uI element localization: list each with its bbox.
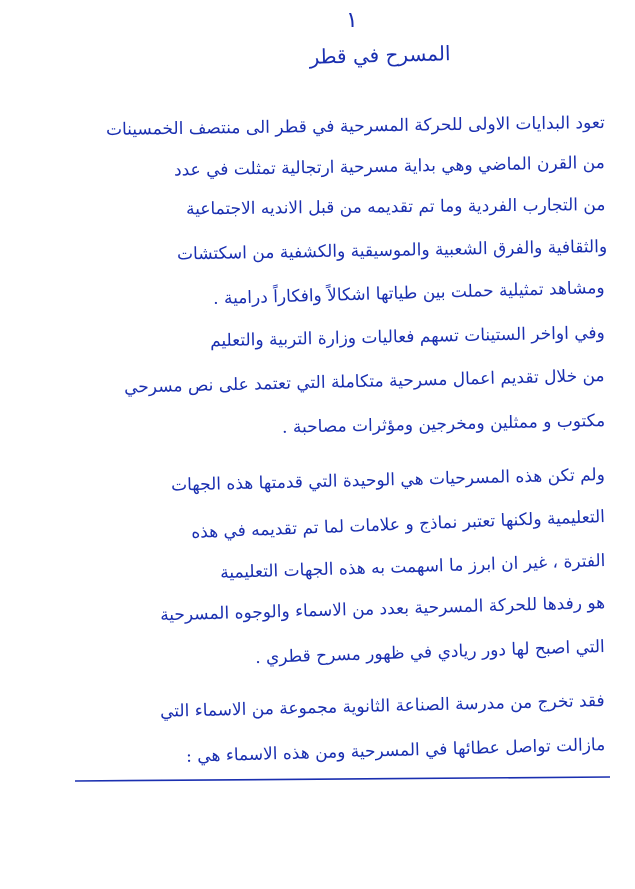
text-line: من خلال تقديم اعمال مسرحية متكاملة التي تعتمد على نص مسرحي: [124, 366, 606, 398]
text-line: ولم تكن هذه المسرحيات هي الوحيدة التي قدمتها هذه الجهات: [171, 465, 606, 496]
text-line: من التجارب الفردية وما تم تقديمه من قبل الانديه الاجتماعية: [185, 195, 606, 220]
text-line: فقد تخرج من مدرسة الصناعة الثانوية مجموعة من الاسماء التي: [160, 691, 606, 722]
text-line: من القرن الماضي وهي بداية مسرحية ارتجالية تمثلت في عدد: [174, 153, 606, 181]
text-line: الفترة ، غير ان ابرز ما اسهمت به هذه الجهات التعليمية: [219, 551, 606, 584]
page-title: المسرح في قطر: [309, 41, 451, 69]
text-line: والثقافية والفرق الشعبية والموسيقية والكشفية من اسكتشات: [176, 237, 608, 265]
text-line: التي اصبح لها دور ريادي في ظهور مسرح قطري .: [255, 637, 606, 668]
text-line: هو رفدها للحركة المسرحية بعدد من الاسماء والوجوه المسرحية: [159, 593, 606, 626]
text-line: تعود البدايات الاولى للحركة المسرحية في قطر الى منتصف الخمسينات: [106, 113, 606, 140]
page-number: ١: [346, 8, 358, 33]
underline-stroke: [75, 776, 610, 782]
text-line: مكتوب و ممثلين ومخرجين ومؤثرات مصاحبة .: [281, 411, 606, 438]
text-line: ومشاهد تمثيلية حملت بين طياتها اشكالاً وافكاراً درامية .: [213, 278, 606, 309]
text-line: مازالت تواصل عطائها في المسرحية ومن هذه الاسماء هي :: [185, 735, 606, 767]
text-line: التعليمية ولكنها تعتبر نماذج و علامات لما تم تقديمه في هذه: [190, 507, 606, 543]
text-line: وفي اواخر الستينات تسهم فعاليات وزارة التربية والتعليم: [210, 323, 606, 352]
